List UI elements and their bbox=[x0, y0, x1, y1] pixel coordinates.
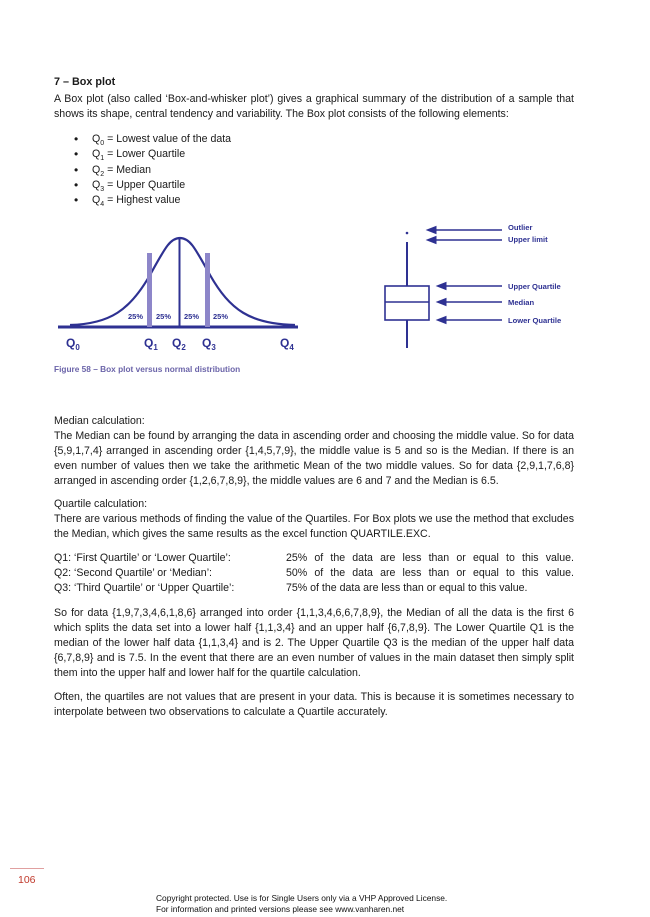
list-item-text: = Lower Quartile bbox=[104, 148, 186, 161]
normal-curve bbox=[70, 238, 295, 325]
quartile-definition-row bbox=[54, 551, 574, 566]
list-item bbox=[74, 193, 231, 208]
page-number-rule bbox=[10, 868, 44, 869]
element-list bbox=[74, 132, 231, 208]
intro-paragraph: A Box plot (also called ‘Box-and-whisker plot’) gives a graphical summary of the distribution of a sample that shows its shape, central tendency and variability. The Box plot consists of the following elements: bbox=[54, 93, 574, 120]
lower-quartile-label: Lower Quartile bbox=[508, 316, 562, 325]
list-item bbox=[74, 163, 231, 178]
quartile-desc: 50% of the data are less than or equal to this value. bbox=[286, 567, 574, 579]
quartile-desc: 75% of the data are less than or equal to this value. bbox=[286, 582, 528, 594]
q3-bar bbox=[205, 253, 210, 327]
percent-label: 25% bbox=[213, 312, 229, 321]
percent-label: 25% bbox=[184, 312, 200, 321]
quartile-axis-label: $Q_1$ bbox=[144, 336, 158, 352]
page-number: 106 bbox=[18, 874, 36, 886]
q-symbol: Q bbox=[92, 194, 101, 207]
q-subscript: 2 bbox=[100, 170, 105, 178]
upper-limit-label: Upper limit bbox=[508, 235, 548, 244]
outlier-point bbox=[406, 232, 409, 235]
q-subscript: 0 bbox=[100, 140, 105, 148]
percent-label: 25% bbox=[128, 312, 144, 321]
list-item-text: = Highest value bbox=[104, 194, 181, 207]
q-symbol: Q bbox=[92, 148, 101, 161]
quartile-name: Q2: ‘Second Quartile’ or ‘Median’: bbox=[54, 567, 213, 579]
section-heading: 7 – Box plot bbox=[54, 76, 116, 88]
quartile-desc: 25% of the data are less than or equal to this value. bbox=[286, 552, 574, 564]
list-item bbox=[74, 178, 231, 193]
q-subscript: 1 bbox=[100, 155, 105, 163]
upper-quartile-label: Upper Quartile bbox=[508, 282, 561, 291]
median-paragraph: The Median can be found by arranging the data in ascending order and choosing the middle value. So for data {5,9,1,7,4} arranged in ascending order {1,4,5,7,9}, the middle value is 5 and so is the Median. If there is an even number of values then we take the arithmetic Mean of the two middle values. So for data {2,9,1,7,6,8} arranged in ascending order {1,2,6,7,8,9}, the middle values are 6 and 7 and the Median is 6.5. bbox=[54, 430, 574, 487]
percent-label: 25% bbox=[156, 312, 172, 321]
arrows bbox=[427, 227, 502, 324]
list-item-text: = Median bbox=[104, 163, 151, 176]
median-title: Median calculation: bbox=[54, 415, 145, 427]
q-symbol: Q bbox=[92, 163, 101, 176]
boxplot-figure bbox=[50, 220, 590, 360]
figure-caption: Figure 58 – Box plot versus normal distribution bbox=[54, 364, 241, 374]
quartile-definition-row bbox=[54, 566, 574, 581]
quartile-name: Q1: ‘First Quartile’ or ‘Lower Quartile’: bbox=[54, 552, 231, 564]
quartile-axis-label: $Q_0$ bbox=[66, 336, 80, 352]
q-symbol: Q bbox=[92, 133, 101, 145]
list-item-text: = Lowest value of the data bbox=[104, 133, 232, 145]
quartile-paragraph: There are various methods of finding the value of the Quartiles. For Box plots we use the method that excludes the Median, which gives the same results as the excel function QUARTILE.EXC. bbox=[54, 513, 574, 540]
box bbox=[385, 286, 429, 320]
q-subscript: 4 bbox=[100, 201, 105, 209]
q-subscript: 3 bbox=[100, 186, 105, 193]
copyright-footer bbox=[156, 893, 447, 915]
quartile-definition-row bbox=[54, 581, 574, 596]
list-item bbox=[74, 147, 231, 162]
quartile-title: Quartile calculation: bbox=[54, 498, 148, 510]
median-label: Median bbox=[508, 298, 535, 307]
quartile-axis-label: $Q_4$ bbox=[280, 336, 294, 352]
quartile-example-paragraph: So for data {1,9,7,3,4,6,1,8,6} arranged into order {1,1,3,4,6,6,7,8,9}, the Median of all the data is the first 6 which splits the data set into a lower half {1,1,3,4} and an upper half {6,7,8,9}. The Lower Quartile Q1 is the median of the lower half data {1,1,3,4} and is 2. The Upper Quartile Q3 is the median of the upper half data {6,7,8,9} and is 7.5. In the event that there are an even number of values in the main dataset then simply split them into the upper half and lower half for the quartile calculation. bbox=[54, 607, 574, 679]
q1-bar bbox=[147, 253, 152, 327]
outlier-label: Outlier bbox=[508, 223, 533, 232]
quartile-note-paragraph: Often, the quartiles are not values that are present in your data. This is because it is sometimes necessary to interpolate between two observations to calculate a Quartile accurately. bbox=[54, 691, 574, 718]
quartile-axis-label: $Q_3$ bbox=[202, 336, 216, 352]
footer-line: For information and printed versions please see www.vanharen.net bbox=[156, 904, 405, 914]
quartile-name: Q3: ‘Third Quartile’ or ‘Upper Quartile’: bbox=[54, 582, 235, 594]
q-symbol: Q bbox=[92, 178, 101, 191]
list-item bbox=[74, 132, 231, 147]
quartile-axis-label: $Q_2$ bbox=[172, 336, 186, 352]
boxplot bbox=[385, 232, 429, 348]
list-item-text: = Upper Quartile bbox=[104, 178, 186, 191]
footer-line: Copyright protected. Use is for Single Users only via a VHP Approved License. bbox=[156, 893, 448, 903]
